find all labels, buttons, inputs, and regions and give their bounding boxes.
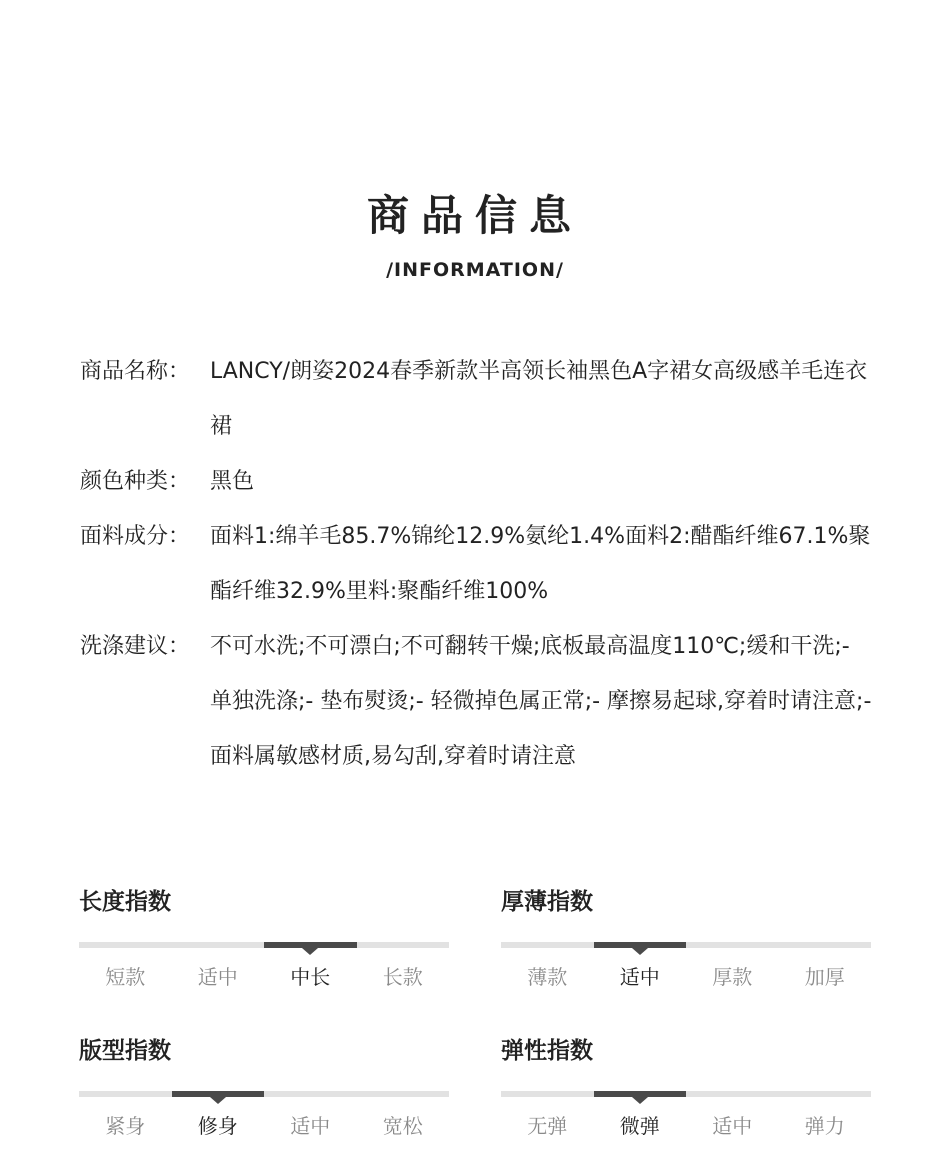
page-title: 商品信息	[366, 191, 583, 240]
index-option: 适中	[290, 1114, 331, 1138]
index-option: 短款	[105, 965, 146, 989]
track-segment-active	[594, 942, 687, 948]
info-row-name	[80, 344, 880, 454]
index-track	[79, 942, 449, 948]
index-title: 厚薄指数	[501, 889, 593, 915]
index-option: 长款	[382, 965, 423, 989]
info-value: 黑色	[210, 469, 255, 494]
index-title: 版型指数	[79, 1038, 171, 1064]
index-options	[501, 962, 871, 992]
index-length	[79, 887, 449, 992]
info-value: LANCY/朗姿2024春季新款半高领长袖黑色A字裙女高级感羊毛连衣裙	[210, 359, 868, 439]
index-thickness	[501, 887, 871, 992]
index-elasticity	[501, 1036, 871, 1141]
track-segment	[779, 942, 872, 948]
index-track	[501, 942, 871, 948]
index-track	[501, 1091, 871, 1097]
track-segment	[264, 1091, 357, 1097]
index-title: 长度指数	[79, 889, 171, 915]
track-segment	[357, 942, 450, 948]
index-fit	[79, 1036, 449, 1141]
info-row-care	[80, 619, 880, 784]
track-segment	[779, 1091, 872, 1097]
index-track	[79, 1091, 449, 1097]
info-row-material	[80, 509, 880, 619]
index-option: 薄款	[527, 965, 568, 989]
info-label: 洗涤建议：	[80, 634, 191, 659]
track-segment-active	[172, 1091, 265, 1097]
track-segment	[501, 942, 594, 948]
index-option: 厚款	[712, 965, 753, 989]
info-label: 颜色种类：	[80, 469, 191, 494]
track-segment-active	[594, 1091, 687, 1097]
index-option: 宽松	[382, 1114, 423, 1138]
track-segment	[686, 942, 779, 948]
index-title: 弹性指数	[501, 1038, 593, 1064]
index-option: 弹力	[804, 1114, 845, 1138]
track-segment	[501, 1091, 594, 1097]
index-option: 无弹	[527, 1114, 568, 1138]
track-segment-active	[264, 942, 357, 948]
track-segment	[79, 1091, 172, 1097]
index-option: 适中	[619, 965, 660, 989]
index-option: 紧身	[105, 1114, 146, 1138]
track-segment	[172, 942, 265, 948]
index-option: 适中	[197, 965, 238, 989]
index-options	[501, 1111, 871, 1141]
info-value: 不可水洗;不可漂白;不可翻转干燥;底板最高温度110℃;缓和干洗;- 单独洗涤;- 垫布熨烫;- 轻微掉色属正常;- 摩擦易起球,穿着时请注意;- 面料属敏感材质,易勾刮,穿着时请注意	[210, 634, 872, 769]
index-option: 适中	[712, 1114, 753, 1138]
index-options	[79, 962, 449, 992]
index-option: 中长	[290, 965, 331, 989]
page-subtitle: /INFORMATION/	[386, 259, 564, 281]
index-option: 微弹	[619, 1114, 660, 1138]
info-label: 商品名称：	[80, 359, 191, 384]
index-option: 修身	[197, 1114, 238, 1138]
index-option: 加厚	[804, 965, 845, 989]
track-segment	[357, 1091, 450, 1097]
index-options	[79, 1111, 449, 1141]
track-segment	[79, 942, 172, 948]
product-info-list	[80, 344, 880, 784]
info-value: 面料1:绵羊毛85.7%锦纶12.9%氨纶1.4%面料2:醋酯纤维67.1%聚酯纤维32.9%里料:聚酯纤维100%	[210, 524, 871, 604]
info-row-color	[80, 454, 880, 509]
track-segment	[686, 1091, 779, 1097]
info-label: 面料成分：	[80, 524, 191, 549]
